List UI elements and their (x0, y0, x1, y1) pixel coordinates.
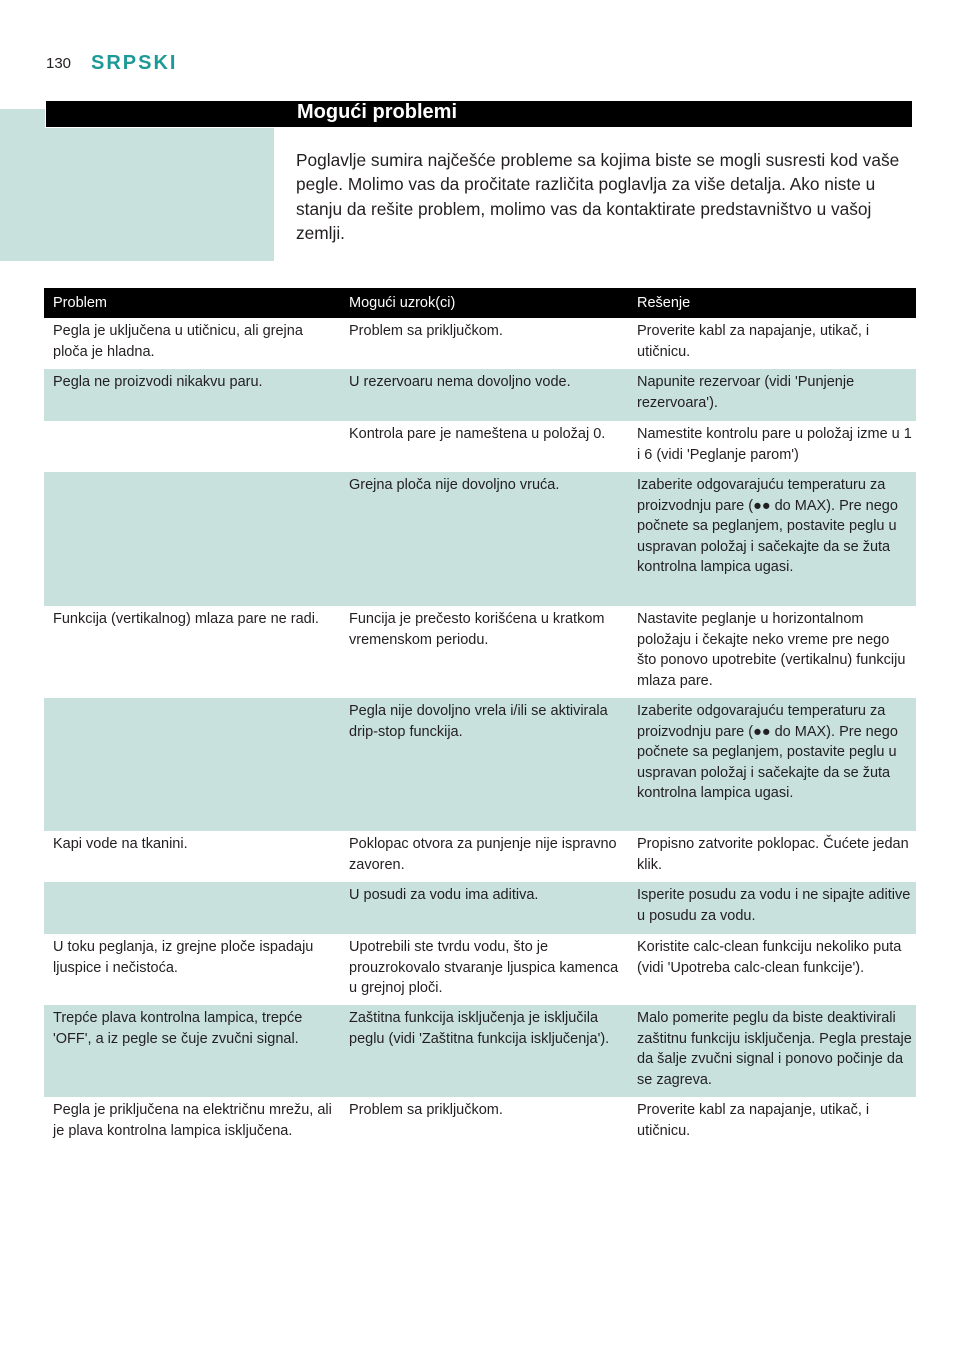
problem-cell (44, 698, 341, 831)
problem-cell (44, 472, 341, 606)
table-row (44, 1097, 916, 1148)
solution-cell: Namestite kontrolu pare u položaj izme u 1 i 6 (vidi 'Peglanje parom') (637, 426, 912, 463)
cause-cell: Pegla nije dovoljno vrela i/ili se aktivirala drip-stop funckija. (349, 703, 608, 740)
table-row (44, 318, 916, 369)
solution-cell: Koristite calc-clean funkciju nekoliko puta (vidi 'Upotreba calc-clean funkcije'). (637, 939, 902, 976)
problem-cell: Pegla je uključena u utičnicu, ali grejna ploča je hladna. (53, 323, 303, 360)
cause-cell: Zaštitna funkcija isključenja je isključila peglu (vidi 'Zaštitna funkcija isključenja'). (349, 1010, 610, 1047)
problem-cell: Trepće plava kontrolna lampica, trepće 'OFF', a iz pegle se čuje zvučni signal. (53, 1010, 303, 1047)
table-row (44, 934, 916, 1005)
table-header-row (44, 288, 916, 318)
language-title: SRPSKI (91, 52, 178, 74)
cause-cell: Problem sa priključkom. (349, 323, 503, 339)
cause-cell: U rezervoaru nema dovoljno vode. (349, 374, 571, 390)
solution-cell: Proverite kabl za napajanje, utikač, i utičnicu. (637, 1102, 870, 1139)
table-row (44, 831, 916, 882)
section-title: Mogući problemi (297, 101, 457, 123)
cause-cell: Poklopac otvora za punjenje nije ispravno zavoren. (349, 836, 617, 873)
problem-cell: Funkcija (vertikalnog) mlaza pare ne radi. (53, 611, 319, 627)
solution-cell: Izaberite odgovarajuću temperaturu za proizvodnju pare (●● do MAX). Pre nego počnete sa peglanjem, postavite peglu u uspravan položaj i sačekajte da se žuta kontrolna lampica ugasi. (637, 477, 898, 575)
solution-cell: Proverite kabl za napajanje, utikač, i utičnicu. (637, 323, 870, 360)
solution-cell: Malo pomerite peglu da biste deaktivirali zaštitnu funkciju isključenja. Pegla prestaje da šalje zvučni signal i ponovo počinje da se zagreva. (637, 1010, 912, 1088)
cause-cell: Grejna ploča nije dovoljno vruća. (349, 477, 560, 493)
problem-cell (44, 421, 341, 472)
header-problem: Problem (53, 295, 107, 311)
cause-cell: Kontrola pare je nameštena u položaj 0. (349, 426, 606, 442)
solution-cell: Izaberite odgovarajuću temperaturu za proizvodnju pare (●● do MAX). Pre nego počnete sa peglanjem, postavite peglu u uspravan položaj i sačekajte da se žuta kontrolna lampica ugasi. (637, 703, 898, 801)
header-cause: Mogući uzrok(ci) (349, 295, 456, 311)
side-panel (0, 109, 274, 261)
cause-cell: Upotrebili ste tvrdu vodu, što je prouzrokovalo stvaranje ljuspica kamenca u grejnoj ploči. (349, 939, 619, 996)
table-row (44, 698, 916, 831)
table-row (44, 421, 916, 472)
table-row (44, 1005, 916, 1097)
header-solution: Rešenje (637, 295, 691, 311)
cause-cell: Funcija je prečesto korišćena u kratkom vremenskom periodu. (349, 611, 605, 648)
solution-cell: Nastavite peglanje u horizontalnom položaju i čekajte neko vreme pre nego što ponovo upotrebite (vertikalnu) funkciju mlaza pare. (637, 611, 906, 689)
page-number: 130 (46, 55, 72, 72)
problem-cell: Pegla ne proizvodi nikakvu paru. (53, 374, 263, 390)
solution-cell: Propisno zatvorite poklopac. Čućete jedan klik. (637, 836, 909, 873)
problem-cell (44, 882, 341, 934)
problem-cell: Pegla je priključena na električnu mrežu, ali je plava kontrolna lampica isključena. (53, 1102, 332, 1139)
problem-cell: Kapi vode na tkanini. (53, 836, 188, 852)
intro-paragraph: Poglavlje sumira najčešće probleme sa kojima biste se mogli susresti kod vaše pegle. Molimo vas da pročitate različita poglavlja za više detalja. Ako niste u stanju da rešite problem, molimo vas da kontaktirate predstavništvo u vašoj zemlji. (296, 150, 900, 243)
table-row (44, 369, 916, 421)
cause-cell: U posudi za vodu ima aditiva. (349, 887, 539, 903)
problem-cell: U toku peglanja, iz grejne ploče ispadaju ljuspice i nečistoća. (53, 939, 314, 976)
solution-cell: Isperite posudu za vodu i ne sipajte aditive u posudu za vodu. (637, 887, 911, 924)
cause-cell: Problem sa priključkom. (349, 1102, 503, 1118)
troubleshooting-table (44, 288, 916, 1148)
table-row (44, 472, 916, 606)
table-row (44, 606, 916, 698)
section-heading-bar (45, 100, 913, 128)
solution-cell: Napunite rezervoar (vidi 'Punjenje rezervoara'). (637, 374, 855, 411)
table-row (44, 882, 916, 934)
